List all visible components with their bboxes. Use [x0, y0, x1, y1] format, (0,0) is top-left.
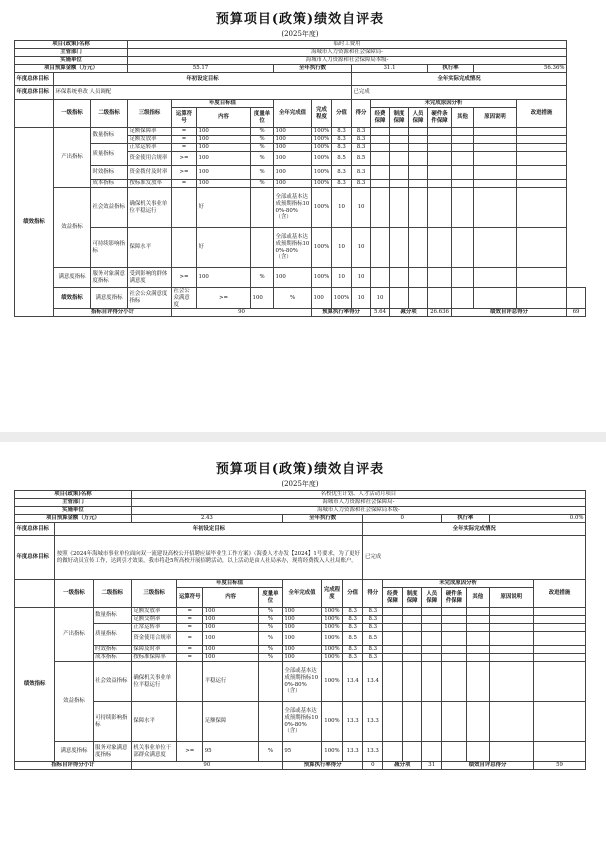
perf-label: 绩效指标 [15, 128, 54, 317]
budget-value: 2.43 [131, 515, 282, 523]
table-row: 质量指标 正常运转率 = 100 % 100 100% 8.3 8.3 [15, 624, 586, 632]
table-row: 绩效指标 产出指标 数量指标 足额发放率 = 100 % 100 100% 8.3 8.3 [15, 608, 586, 616]
final-score: 59 [534, 762, 586, 770]
table-row: 资金使用合规率 = 100 % 100 100% 8.5 8.5 [15, 632, 586, 646]
table-row: 满意度指标 服务对象满意度指标 受到影响的群体满意度 >= 100 % 100 100% 10 10 [15, 268, 586, 288]
table-row: 绩效指标 满意度指标 社会公众满意度指标 社会公众满意度 >= 100 % 100 100% 10 10 [15, 288, 586, 309]
row-budget: 项目预算金额（万元） 2.43 全年执行数 0 执行率 0.0% [15, 515, 586, 523]
evaluation-sheet-1 [14, 12, 586, 317]
table-row: 时效指标 保障及时率 = 100 % 100 100% 8.3 8.3 [15, 646, 586, 654]
row-header-1: 一级指标 二级指标 三级指标 年度目标值 全年完成值 完成程度 分值 得分 未完成原因分析 改进措施 [15, 100, 586, 108]
total-score: 90 [131, 762, 282, 770]
annual-exec-value: 31.1 [352, 65, 428, 73]
row-header-2: 运算符号 内容 度量单位 经费保障 制度保障 人员保障 硬件条件保障 其他 原因说明 [15, 108, 586, 128]
budget-score: 0 [363, 762, 383, 770]
sheet-year: (2025年度) [281, 480, 319, 488]
exec-rate-value: 56.36% [474, 65, 567, 73]
sheet-year: (2025年度) [281, 30, 319, 38]
table-row: 成本指标 按标准保障率 = 100 % 100 100% 8.3 8.3 [15, 654, 586, 662]
row-summary: 指标自评得分小计 90 预算执行率得分 0 减分项 31 绩效自评总得分 59 [15, 762, 586, 770]
deduct-score: 26.636 [428, 309, 452, 317]
annual-exec-value: 0 [363, 515, 442, 523]
unit-value: 海城市人力资源和社会保障局本级- [128, 57, 567, 65]
row-project-name: 项目(政策)名称 名校优生计划、人才活动月项目 [15, 491, 586, 499]
actual-text: 已完成 [363, 536, 586, 580]
goal-text: 按照《2024年海城市事业单位面向双一流建设高校公开招聘应届毕业生工作方案》（海委人才办发【2024】1号要求，为了更好的做好动员宣传工作，达到引才效果，我市将赴5所高校开展招聘活动，以上活动是由人社局承办，现将经费拨入人社局账户。 [55, 536, 363, 580]
row-dept: 主管部门 海城市人力资源和社会保障局- [15, 49, 586, 57]
budget-score: 5.64 [371, 309, 390, 317]
table-row: 效益指标 社会效益指标 确保机关事业单位平稳运行 平稳运行 全部或基本达成预期指标100%-80%（含） 100% 13.4 13.4 [15, 662, 586, 702]
dept-value: 海城市人力资源和社会保障局- [131, 499, 585, 507]
dept-value: 海城市人力资源和社会保障局- [128, 49, 567, 57]
total-score: 90 [172, 309, 312, 317]
row-goal-header: 年度总体目标 年初设定目标 全年实际完成情况 [15, 523, 586, 536]
budget-value: 55.17 [128, 65, 274, 73]
perf-label: 绩效指标 [15, 608, 55, 762]
row-goal-content: 年度总体目标 环保系统垂改 人员调配 已完成 [15, 86, 586, 100]
table-row: 绩效指标 产出指标 数量指标 足额保障率 = 100 % 100 100% 8.3 8.3 [15, 128, 586, 136]
unit-value: 海城市人力资源和社会保障局本级- [131, 507, 585, 515]
project-name-value: 名校优生计划、人才活动月项目 [131, 491, 585, 499]
row-goal-header: 年度总体目标 年初设定目标 全年实际完成情况 [15, 73, 586, 86]
page-gap [0, 432, 606, 442]
row-unit: 实施单位 海城市人力资源和社会保障局本级- [15, 507, 586, 515]
evaluation-sheet-2 [14, 462, 586, 770]
table-row: 满意度指标 服务对象满意度指标 机关事业单位干部群众满意度 >= 95 % 95 100% 13.3 13.3 [15, 742, 586, 762]
project-name-value: 临时工费用 [128, 41, 567, 49]
row-budget: 项目预算金额（万元） 55.17 全年执行数 31.1 执行率 56.36% [15, 65, 586, 73]
row-dept: 主管部门 海城市人力资源和社会保障局- [15, 499, 586, 507]
goal-text: 环保系统垂改 人员调配 [54, 86, 352, 100]
row-header-2: 运算符号 内容 度量单位 经费保障 制度保障 人员保障 硬件条件保障 其他 原因说明 [15, 588, 586, 608]
table-row: 可持续影响指标 保障水平 好 全部或基本达成预期指标100%-80%（含） 100% 10 10 [15, 228, 586, 268]
final-score: 69 [567, 309, 586, 317]
table-row: 效益指标 社会效益指标 确保机关事业单位平稳运行 好 全部或基本达成预期指标100%-80%（含） 100% 10 10 [15, 188, 586, 228]
evaluation-table [14, 490, 586, 770]
table-row: 成本指标 按标准发放率 = 100 % 100 100% 8.3 8.3 [15, 180, 586, 188]
row-header-1: 一级指标 二级指标 三级指标 年度目标值 全年完成值 完成程度 分值 得分 未完成原因分析 改进措施 [15, 580, 586, 588]
sheet-title: 预算项目(政策)绩效自评表 [215, 462, 385, 477]
actual-text: 已完成 [352, 86, 567, 100]
table-row: 质量指标 正常运转率 = 100 % 100 100% 8.3 8.3 [15, 144, 586, 152]
exec-rate-value: 0.0% [489, 515, 585, 523]
table-row: 足额交纳率 = 100 % 100 100% 8.3 8.3 [15, 616, 586, 624]
evaluation-table [14, 40, 586, 317]
row-project-name: 项目(政策)名称 临时工费用 [15, 41, 586, 49]
row-unit: 实施单位 海城市人力资源和社会保障局本级- [15, 57, 586, 65]
row-summary: 指标自评得分小计 90 预算执行率得分 5.64 减分项 26.636 绩效自评总得分 69 [15, 309, 586, 317]
table-row: 足额发放率 = 100 % 100 100% 8.3 8.3 [15, 136, 586, 144]
row-goal-content: 年度总体目标 按照《2024年海城市事业单位面向双一流建设高校公开招聘应届毕业生工作方案》（海委人才办发【2024】1号要求，为了更好的做好动员宣传工作，达到引才效果，我市将赴5所高校开展招聘活动，以上活动是由人社局承办，现将经费拨入人社局账户。 已完成 [15, 536, 586, 580]
table-row: 时效指标 资金拨付及时率 >= 100 % 100 100% 8.3 8.3 [15, 166, 586, 180]
table-row: 资金使用合规率 >= 100 % 100 100% 8.5 8.5 [15, 152, 586, 166]
table-row: 可持续影响指标 保障水平 足额保障 全部或基本达成预期指标100%-80%（含） 100% 13.3 13.3 [15, 702, 586, 742]
sheet-title: 预算项目(政策)绩效自评表 [215, 12, 385, 27]
deduct-score: 31 [422, 762, 442, 770]
